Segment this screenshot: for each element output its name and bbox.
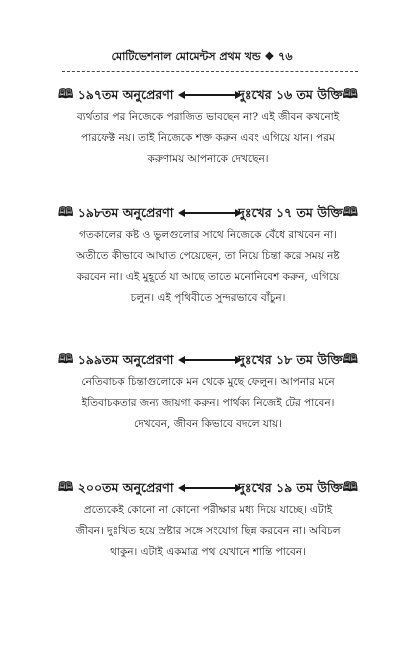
quote-entry bbox=[58, 350, 358, 435]
open-book-icon: 🕮 bbox=[58, 205, 74, 220]
entry-heading bbox=[58, 350, 358, 370]
inspiration-title: ১৯৯তম অনুপ্রেরণা bbox=[77, 352, 174, 367]
running-head: মোটিভেশনাল মোমেন্টস প্রথম খন্ড ❖ ৭৬ bbox=[111, 50, 293, 63]
heading-left bbox=[58, 350, 173, 370]
header-divider bbox=[62, 71, 358, 72]
quote-text bbox=[58, 500, 358, 563]
entry-heading bbox=[58, 85, 358, 105]
open-book-icon: 🕮 bbox=[58, 480, 74, 495]
quote-line: গতকালের কষ্ট ও ভুলগুলোর সাথে নিজেকে বেঁধে রাখবেন না। bbox=[79, 229, 337, 241]
double-arrow-icon bbox=[184, 94, 236, 96]
quote-line: চলুন। এই পৃথিবীতে সুন্দরভাবে বাঁচুন। bbox=[130, 292, 286, 304]
quote-line: থাকুন। এটাই একমাত্র পথ যেখানে শান্তি পাবেন। bbox=[110, 546, 306, 558]
heading-right bbox=[238, 478, 358, 498]
sorrow-quote-title: দুঃখের ১৯ তম উক্তি bbox=[238, 480, 343, 495]
quote-line: প্রত্যেকেই কোনো না কোনো পরীক্ষার মধ্য দিয়ে যাচ্ছে। এটাই bbox=[83, 504, 333, 516]
heading-right bbox=[238, 203, 358, 223]
open-book-icon: 🕮 bbox=[342, 87, 358, 102]
double-arrow-icon bbox=[184, 212, 236, 214]
entry-heading bbox=[58, 203, 358, 223]
heading-left bbox=[58, 203, 173, 223]
heading-right bbox=[238, 85, 358, 105]
quote-line: অতীতে কীভাবে আঘাত পেয়েছেন, তা নিয়ে চিন্তা করে সময় নষ্ট bbox=[76, 250, 340, 262]
open-book-icon: 🕮 bbox=[58, 87, 74, 102]
quote-text bbox=[58, 372, 358, 435]
sorrow-quote-title: দুঃখের ১৬ তম উক্তি bbox=[238, 87, 343, 102]
sorrow-quote-title: দুঃখের ১৭ তম উক্তি bbox=[238, 205, 343, 220]
inspiration-title: ১৯৮তম অনুপ্রেরণা bbox=[77, 205, 174, 220]
quote-entry bbox=[58, 478, 358, 563]
quote-entry bbox=[58, 85, 358, 170]
double-arrow-icon bbox=[184, 359, 236, 361]
open-book-icon: 🕮 bbox=[342, 205, 358, 220]
inspiration-title: ১৯৭তম অনুপ্রেরণা bbox=[77, 87, 174, 102]
quote-line: জীবন। দুঃখিত হয়ে স্রষ্টার সঙ্গে সংযোগ ছিন্ন করবেন না। অবিচল bbox=[75, 525, 341, 537]
heading-left bbox=[58, 478, 173, 498]
quote-text bbox=[58, 107, 358, 170]
double-arrow-icon bbox=[184, 487, 236, 489]
quote-line: পারফেক্ট নয়। তাই নিজেকে শক্ত করুন এবং এগিয়ে যান। পরম bbox=[81, 132, 335, 144]
quote-line: ব্যর্থতার পর নিজেকে পরাজিত ভাবছেন না? এই জীবন কখনোই bbox=[76, 111, 340, 123]
quote-line: করুণাময় আপনাকে দেখছেন। bbox=[147, 153, 269, 165]
open-book-icon: 🕮 bbox=[58, 352, 74, 367]
quote-line: করবেন না। এই মুহূর্তে যা আছে তাতে মনোনিবেশ করুন, এগিয়ে bbox=[76, 271, 340, 283]
inspiration-title: ২০০তম অনুপ্রেরণা bbox=[77, 480, 174, 495]
quote-entry bbox=[58, 203, 358, 309]
quote-line: দেখবেন, জীবন কিভাবে বদলে যায়। bbox=[134, 418, 282, 430]
open-book-icon: 🕮 bbox=[342, 352, 358, 367]
entry-heading bbox=[58, 478, 358, 498]
quote-text bbox=[58, 225, 358, 309]
quote-line: নেতিবাচক চিন্তাগুলোকে মন থেকে মুছে ফেলুন। আপনার মনে bbox=[81, 376, 335, 388]
heading-left bbox=[58, 85, 173, 105]
quote-line: ইতিবাচকতার জন্য জায়গা করুন। পার্থক্য নিজেই টের পাবেন। bbox=[81, 397, 335, 409]
open-book-icon: 🕮 bbox=[342, 480, 358, 495]
heading-right bbox=[238, 350, 358, 370]
sorrow-quote-title: দুঃখের ১৮ তম উক্তি bbox=[238, 352, 343, 367]
